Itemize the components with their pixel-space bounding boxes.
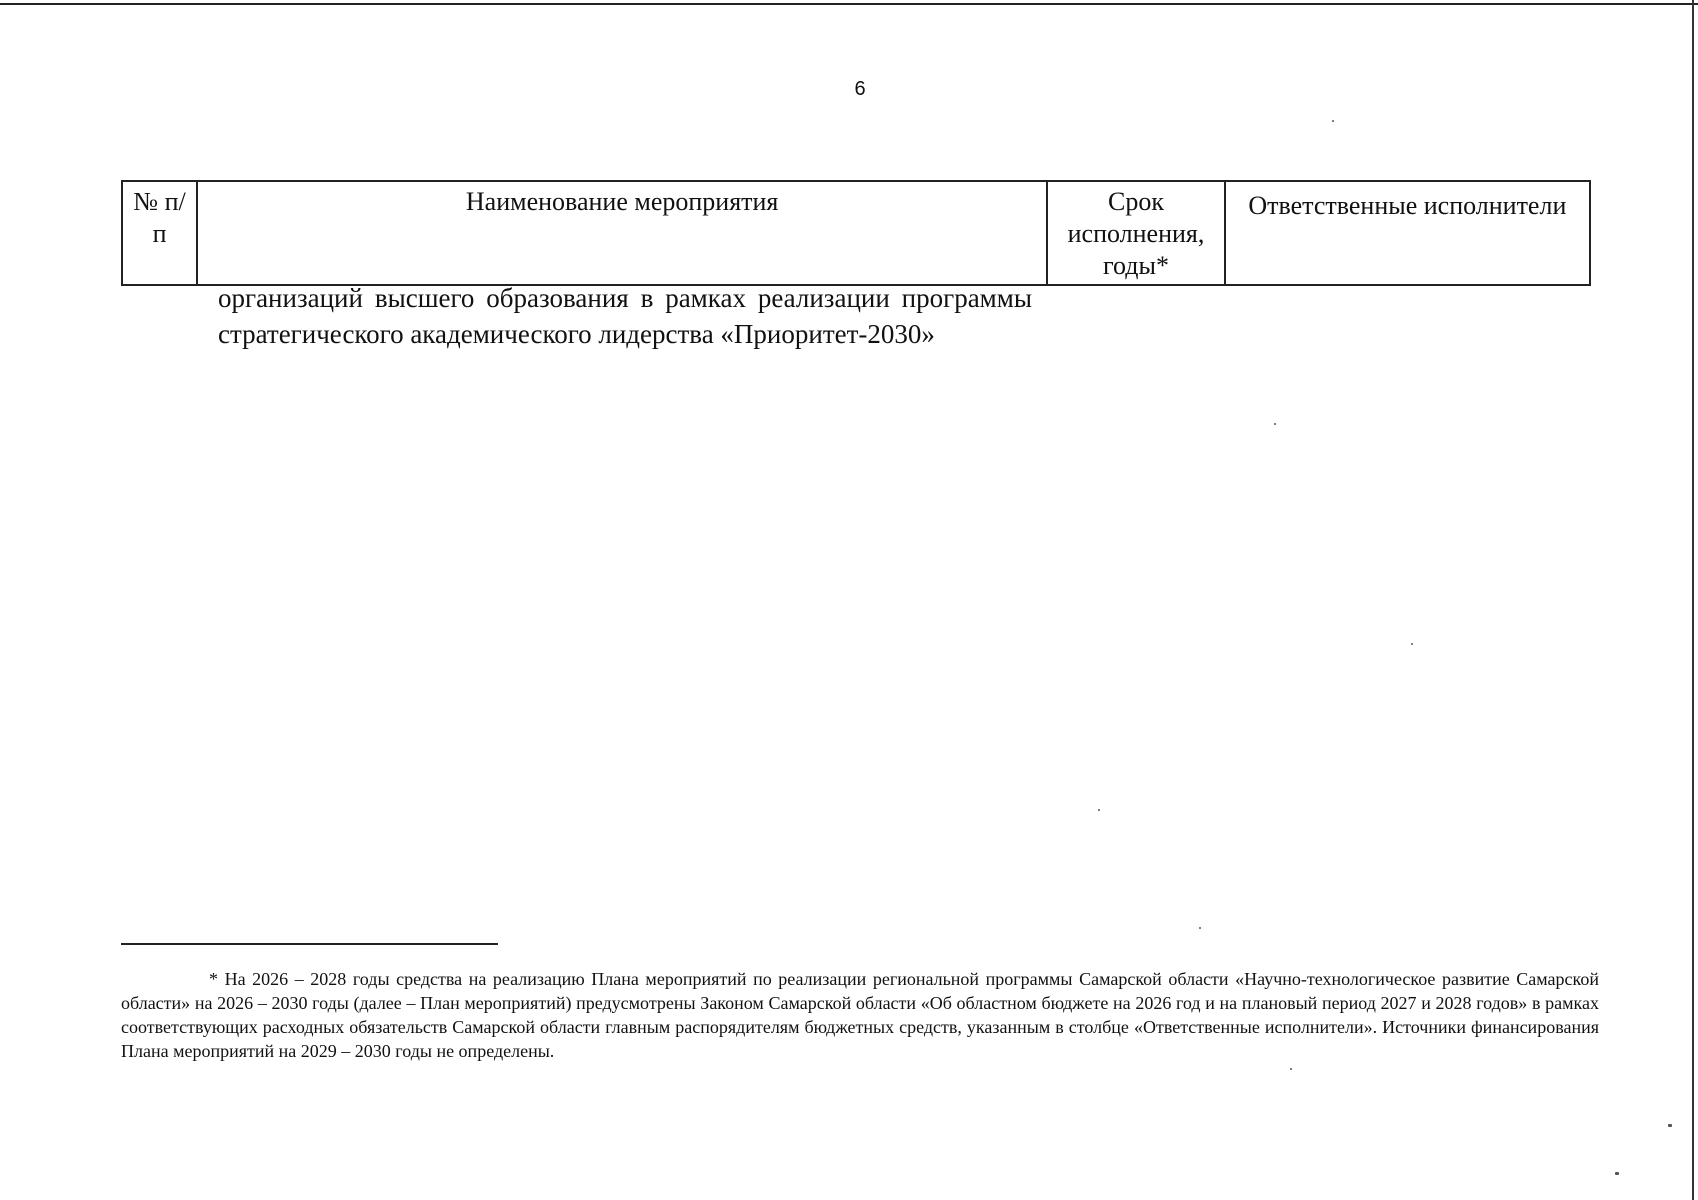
right-border-line: [1692, 0, 1694, 1200]
continued-row-text: организаций высшего образования в рамках реализации программы стратегического академического лидерства «Приоритет-2030»: [218, 283, 1032, 349]
top-border-line: [0, 3, 1698, 5]
scan-speck: [1668, 1124, 1672, 1127]
footnote-separator: [121, 943, 498, 945]
header-term-label: Срок исполнения, годы*: [1067, 187, 1205, 280]
header-row: [122, 181, 1590, 285]
scan-speck: [1199, 927, 1201, 929]
scan-speck: [1332, 120, 1334, 122]
scan-speck: [1411, 643, 1413, 645]
scan-speck: [1290, 1068, 1292, 1070]
scan-speck: [1098, 809, 1100, 811]
header-number-label: № п/п: [133, 187, 186, 248]
header-responsible-label: Ответственные исполнители: [1248, 191, 1567, 220]
header-name: [197, 181, 1047, 285]
header-table: [121, 180, 1591, 286]
header-responsible: [1225, 181, 1590, 285]
header-name-label: Наименование мероприятия: [465, 187, 779, 216]
page-number: 6: [854, 78, 866, 100]
header-number: [122, 181, 197, 285]
header-term: [1047, 181, 1225, 285]
scan-speck: [1274, 423, 1276, 425]
scan-speck: [1615, 1172, 1619, 1175]
footnote-text: * На 2026 – 2028 годы средства на реализацию Плана мероприятий по реализации региональной программы Самарской области «Научно-технологическое развитие Самарской области» на 2026 – 2030 годы (далее – План мероприятий) предусмотрены Законом Самарской области «Об областном бюджете на 2026 год и на плановый период 2027 и 2028 годов» в рамках соответствующих расходных обязательств Самарской области главным распорядителям бюджетных средств, указанным в столбце «Ответственные исполнители». Источники финансирования Плана мероприятий на 2029 – 2030 годы не определены.: [121, 969, 1599, 1061]
